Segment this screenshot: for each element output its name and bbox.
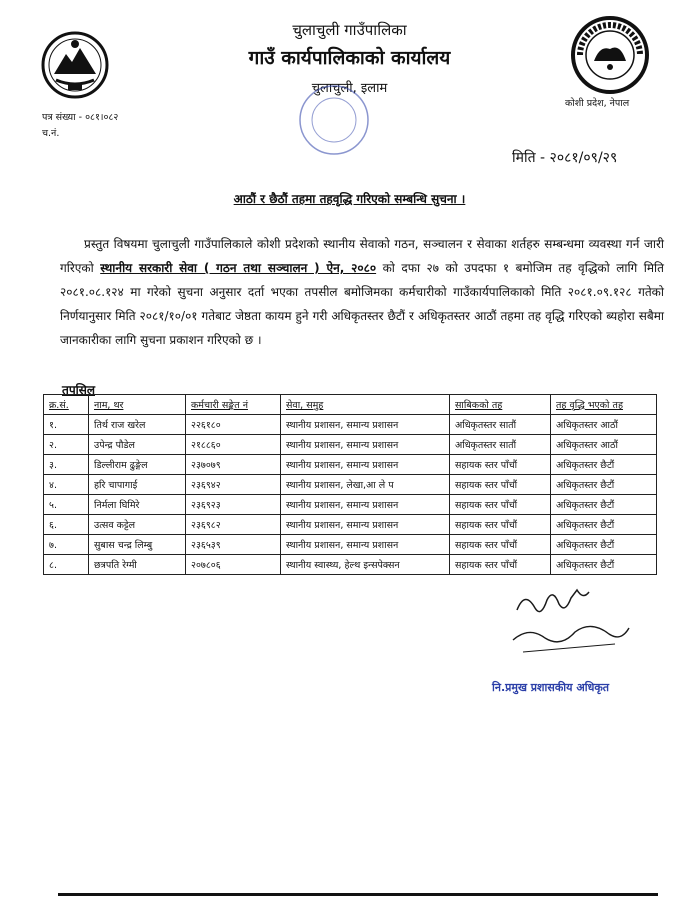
body-part-2: को दफा २७ को उपदफा १ बमोजिम तह वृद्धिको लागि मिति २०८१.०८.१२४ मा गरेको सुचना अनुसार दर्ता भएका तपसील बमोजिमका कर्मचारीको गाउँकार्यपालिकाको मिति २०८१.०९.१२८ गतेको निर्णयानुसार मिति २०८१/१०/०१ गतेबाट जेष्ठता कायम हुने गरी अधिकृतस्तर छैटौं र अधिकृतस्तर आठौं तहमा तह वृद्धि गरिएको ब्यहोरा सबैमा जानकारीका लागि सुचना प्रकाशन गरिएको छ । (60, 261, 664, 347)
cell-new-level: अधिकृतस्तर छैटौं (551, 535, 657, 555)
cell-name: हरि चापागाई (89, 475, 186, 495)
table-row (44, 515, 657, 535)
office-name: गाउँ कार्यपालिकाको कार्यालय (248, 47, 451, 69)
table-row (44, 535, 657, 555)
promotion-table (43, 394, 657, 575)
cell-serial: ३. (44, 455, 89, 475)
table-row (44, 475, 657, 495)
cell-serial: १. (44, 415, 89, 435)
table-row (44, 415, 657, 435)
col-name: नाम, थर (89, 395, 186, 415)
cell-serial: ६. (44, 515, 89, 535)
col-employee-code: कर्मचारी सङ्केत नं (186, 395, 281, 415)
cell-service-group: स्थानीय प्रशासन, समान्य प्रशासन (281, 415, 450, 435)
cell-previous-level: सहायक स्तर पाँचौं (450, 515, 551, 535)
cell-service-group: स्थानीय प्रशासन, लेखा,आ ले प (281, 475, 450, 495)
cell-previous-level: सहायक स्तर पाँचौं (450, 535, 551, 555)
table-header-row (44, 395, 657, 415)
col-previous-level: साबिकको तह (450, 395, 551, 415)
cell-serial: ५. (44, 495, 89, 515)
cell-employee-code: २३७०७९ (186, 455, 281, 475)
cell-serial: २. (44, 435, 89, 455)
cell-service-group: स्थानीय प्रशासन, समान्य प्रशासन (281, 435, 450, 455)
cell-service-group: स्थानीय प्रशासन, समान्य प्रशासन (281, 495, 450, 515)
cell-new-level: अधिकृतस्तर छैटौं (551, 515, 657, 535)
cell-serial: ८. (44, 555, 89, 575)
table-row (44, 455, 657, 475)
cell-new-level: अधिकृतस्तर आठौं (551, 415, 657, 435)
signatory-title: नि.प्रमुख प्रशासकीय अधिकृत (492, 681, 610, 694)
cell-service-group: स्थानीय प्रशासन, समान्य प्रशासन (281, 455, 450, 475)
cell-name: तिर्थ राज खरेल (89, 415, 186, 435)
cell-previous-level: सहायक स्तर पाँचौं (450, 455, 551, 475)
cell-name: उत्सव कट्टेल (89, 515, 186, 535)
notice-subject: आठौं र छैठौं तहमा तहवृद्धि गरिएको सम्बन्धि सुचना । (233, 192, 466, 206)
cell-employee-code: २३६९८२ (186, 515, 281, 535)
cell-employee-code: २०७८०६ (186, 555, 281, 575)
col-serial: क्र.सं. (44, 395, 89, 415)
cell-name: सुबास चन्द्र लिम्बु (89, 535, 186, 555)
act-name: स्थानीय सरकारी सेवा ( गठन तथा सञ्चालन ) ऐन, २०८० (100, 261, 377, 275)
cell-previous-level: सहायक स्तर पाँचौं (450, 475, 551, 495)
cell-serial: ७. (44, 535, 89, 555)
cell-service-group: स्थानीय स्वास्थ्य, हेल्थ इन्सपेक्सन (281, 555, 450, 575)
cell-service-group: स्थानीय प्रशासन, समान्य प्रशासन (281, 535, 450, 555)
cell-previous-level: सहायक स्तर पाँचौं (450, 555, 551, 575)
cell-name: निर्मला घिमिरे (89, 495, 186, 515)
body-part-1: प्रस्तुत विषयमा चुलाचुली गाउँपालिकाले कोशी प्रदेशको स्थानीय सेवाको गठन, सञ्चालन र सेवाका शर्तहरु सम्बन्धमा व्यवस्था गर्न जारी गरिएको (60, 237, 664, 275)
notice-body (60, 232, 664, 352)
cell-previous-level: अधिकृतस्तर सातौं (450, 415, 551, 435)
cell-service-group: स्थानीय प्रशासन, समान्य प्रशासन (281, 515, 450, 535)
handwritten-signature (505, 570, 635, 670)
cell-new-level: अधिकृतस्तर छैटौं (551, 455, 657, 475)
cell-employee-code: २३६९४२ (186, 475, 281, 495)
cell-name: डिल्लीराम ढुङ्गेल (89, 455, 186, 475)
cell-employee-code: २२६१८० (186, 415, 281, 435)
cell-name: उपेन्द्र पौडेल (89, 435, 186, 455)
office-location: चुलाचुली, इलाम (311, 81, 388, 96)
col-service-group: सेवा, समुह (281, 395, 450, 415)
footer-rule (58, 893, 658, 896)
notice-date: मिति - २०८१/०९/२९ (512, 150, 618, 166)
municipality-name: चुलाचुली गाउँपालिका (292, 21, 407, 39)
cell-name: छत्रपति रेग्मी (89, 555, 186, 575)
cell-employee-code: २३६५३९ (186, 535, 281, 555)
cell-previous-level: अधिकृतस्तर सातौं (450, 435, 551, 455)
details-label: तपसिल (62, 383, 96, 397)
cell-previous-level: सहायक स्तर पाँचौं (450, 495, 551, 515)
cell-employee-code: २१८८६० (186, 435, 281, 455)
table-row (44, 495, 657, 515)
cell-new-level: अधिकृतस्तर आठौं (551, 435, 657, 455)
letter-number: पत्र संख्या - ०८१।०८२ (42, 112, 119, 123)
dispatch-number: च.नं. (42, 128, 60, 139)
cell-employee-code: २३६९२३ (186, 495, 281, 515)
cell-new-level: अधिकृतस्तर छैटौं (551, 555, 657, 575)
cell-new-level: अधिकृतस्तर छैटौं (551, 475, 657, 495)
col-new-level: तह वृद्धि भएको तह (551, 395, 657, 415)
table-row (44, 435, 657, 455)
province-label: कोशी प्रदेश, नेपाल (565, 98, 630, 109)
cell-new-level: अधिकृतस्तर छैटौं (551, 495, 657, 515)
cell-serial: ४. (44, 475, 89, 495)
office-stamp-icon (294, 80, 374, 160)
